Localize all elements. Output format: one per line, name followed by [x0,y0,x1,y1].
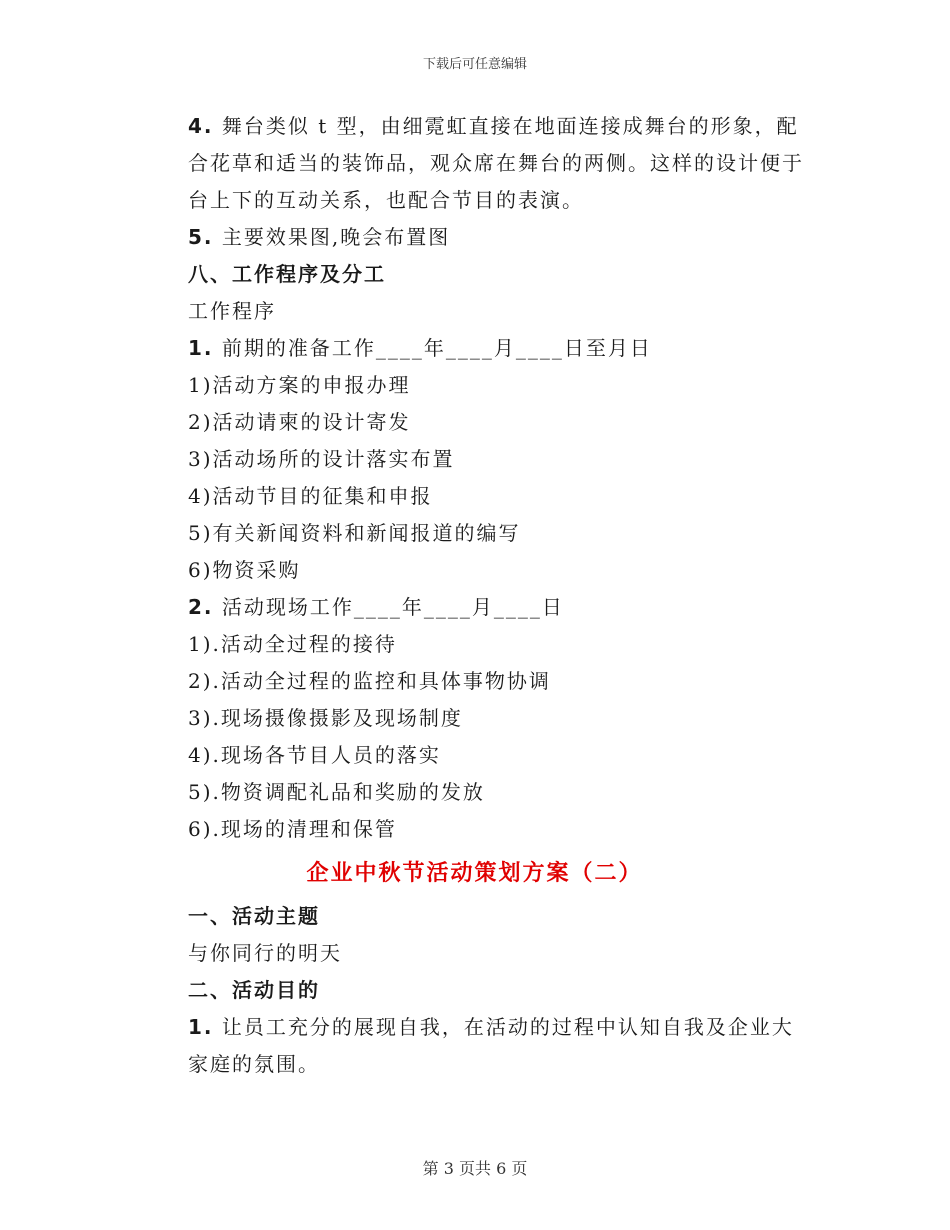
subheading-work-procedure: 工作程序 [188,299,276,323]
page-footer: 第 3 页共 6 页 [422,1159,528,1178]
section-heading-theme: 一、活动主题 [188,904,320,928]
list-item: 3).现场摄像摄影及现场制度 [188,706,463,730]
item-text: 舞台类似 t 型，由细霓虹直接在地面连接成舞台的形象，配合花草和适当的装饰品，观众席在舞台的两侧。这样的设计便于台上下的互动关系，也配合节目的表演。 [188,114,804,212]
item-number: 5. [188,225,214,249]
list-item: 2)活动请柬的设计寄发 [188,410,411,434]
list-item: 4).现场各节目人员的落实 [188,743,441,767]
item-number: 2. [188,595,214,619]
item-text: 前期的准备工作____年____月____日至月日 [213,336,652,360]
list-item: 6).现场的清理和保管 [188,817,397,841]
item-number: 1. [188,1015,214,1039]
list-item: 5)有关新闻资料和新闻报道的编写 [188,521,521,545]
list-item: 4)活动节目的征集和申报 [188,484,433,508]
list-item: 3)活动场所的设计落实布置 [188,447,455,471]
list-item: 1)活动方案的申报办理 [188,373,411,397]
paragraph-goal-1 [142,1009,807,1083]
item-text: 让员工充分的展现自我，在活动的过程中认知自我及企业大家庭的氛围。 [188,1015,794,1076]
paragraph-item-4 [142,108,807,219]
page-content [142,108,807,1083]
part-1-title [142,330,807,367]
list-item: 2).活动全过程的监控和具体事物协调 [188,669,551,693]
theme-text: 与你同行的明天 [188,941,342,965]
paragraph-item-5 [142,219,807,256]
item-text: 活动现场工作____年____月____日 [213,595,564,619]
item-number: 4. [188,114,214,138]
item-text: 主要效果图,晚会布置图 [213,225,451,249]
section-heading-work-procedure: 八、工作程序及分工 [188,262,386,286]
part-2-title [142,589,807,626]
document-title: 企业中秋节活动策划方案（二） [306,861,643,886]
list-item: 5).物资调配礼品和奖励的发放 [188,780,485,804]
list-item: 6)物资采购 [188,558,301,582]
list-item: 1).活动全过程的接待 [188,632,397,656]
page-header: 下载后可任意编辑 [422,57,527,72]
section-heading-purpose: 二、活动目的 [188,978,320,1002]
item-number: 1. [188,336,214,360]
